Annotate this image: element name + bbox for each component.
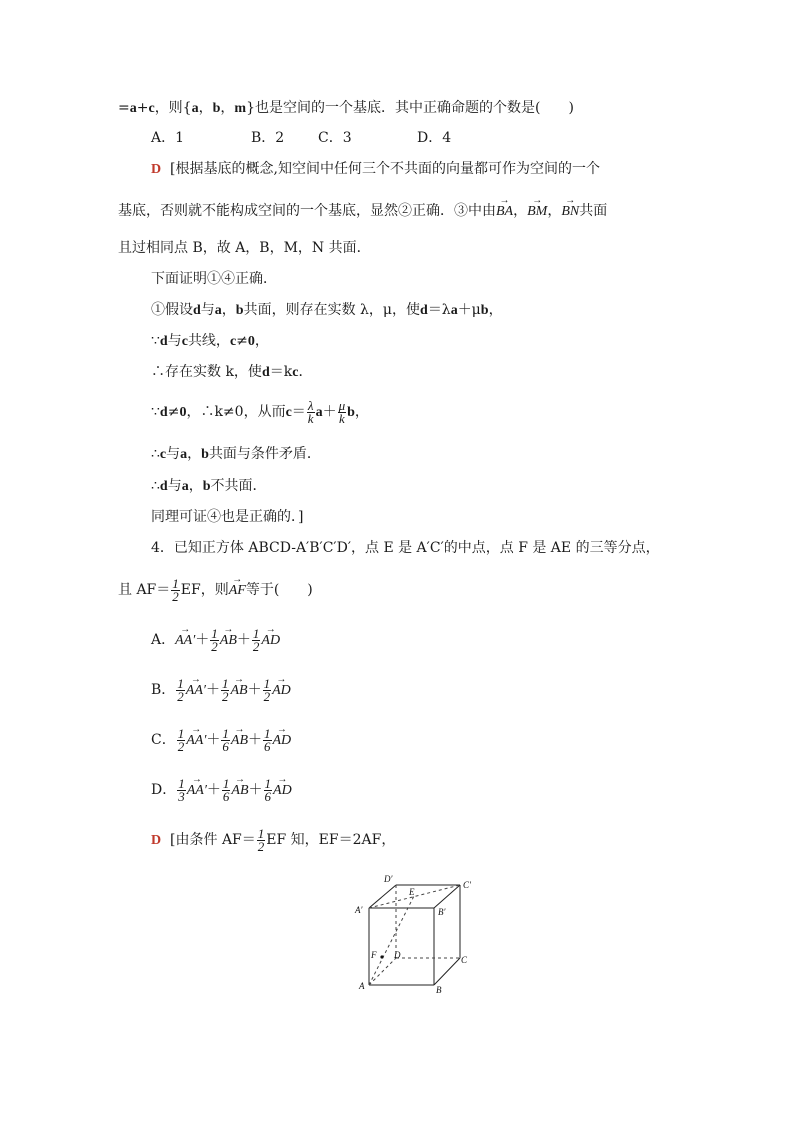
- option-b: B． $\frac{1}{2}$ → AA′＋ $\frac{1}{2}$ → AB＋ $\frac{1}{2}$ → AD: [151, 674, 291, 704]
- label-c-prime: C′: [463, 880, 471, 890]
- option-c: C． $\frac{1}{2}$ → AA′＋ $\frac{1}{6}$ → AB＋ $\frac{1}{6}$ → AD: [151, 724, 292, 754]
- text: ，: [198, 100, 213, 116]
- fraction: $\frac{1}{2}$: [177, 725, 185, 754]
- solution-line-1: [151, 159, 600, 180]
- fraction: $\frac{1}{6}$: [222, 775, 230, 804]
- solution-line-5: ①假设d与a，b共面，则存在实数 λ，μ，使d＝λa＋μb，: [151, 302, 503, 318]
- option-c: C．3: [318, 130, 352, 146]
- solution-line-10: ∴d与a，b不共面．: [151, 478, 267, 494]
- text: =: [118, 100, 130, 116]
- point-f: [380, 955, 383, 958]
- label-e: E: [409, 887, 415, 897]
- text-line-1: [118, 98, 574, 119]
- fraction: $\frac{\lambda}{k}$: [307, 397, 314, 426]
- text: }也是空间的一个基底．其中正确命题的个数是( ): [246, 100, 574, 116]
- fraction: $\frac{1}{2}$: [263, 675, 271, 704]
- fraction: $\frac{\mu}{k}$: [338, 397, 346, 426]
- label-a-prime: A′: [355, 905, 363, 915]
- option-d: D． $\frac{1}{3}$ → AA′＋ $\frac{1}{6}$ → AB＋ $\frac{1}{6}$ → AD: [151, 774, 292, 804]
- solution-line-2: [118, 195, 608, 222]
- solution-line-4: 下面证明①④正确．: [151, 271, 277, 287]
- label-a: A: [359, 981, 365, 991]
- option-a: A．1: [151, 130, 185, 146]
- fraction: $\frac{1}{2}$: [252, 625, 260, 654]
- vector-ba: → BA: [496, 195, 514, 219]
- question-4-stem-2: 且 AF＝ $\frac{1}{2}$ EF，则 → AF等于( ): [118, 574, 313, 607]
- fraction: $\frac{1}{2}$: [177, 675, 184, 704]
- vector-b: b: [212, 101, 221, 116]
- option-d: D．4: [417, 130, 452, 146]
- answer-mark: D: [151, 833, 162, 848]
- solution-line-8: ∵d≠0，∴k≠0，从而c＝ $\frac{\lambda}{k}$ a＋ $\frac{\mu}{k}$ b，: [151, 397, 369, 426]
- solution-line-6: ∵d与c共线，c≠0，: [151, 333, 269, 349]
- vector-a: a: [129, 101, 137, 116]
- solution-line-3: 且过相同点 B，故 A，B，M，N 共面．: [118, 240, 371, 256]
- text: +: [136, 100, 149, 116]
- label-d: D: [394, 950, 401, 960]
- fraction: $\frac{1}{2}$: [172, 575, 179, 604]
- label-c: C: [461, 955, 468, 965]
- vector-bm: → BM: [527, 195, 548, 219]
- fraction: $\frac{1}{3}$: [178, 775, 185, 804]
- fraction: $\frac{1}{6}$: [222, 725, 229, 754]
- vector-bn: → BN: [561, 195, 580, 219]
- label-f: F: [371, 950, 377, 960]
- fraction: $\frac{1}{6}$: [264, 775, 272, 804]
- vector-af: → AF: [228, 574, 246, 598]
- option-a: A． → AA′＋ $\frac{1}{2}$ → AB＋ $\frac{1}{2}$ → AD: [151, 624, 281, 654]
- solution-line-11: 同理可证④也是正确的．]: [151, 509, 304, 525]
- text: ，: [513, 203, 528, 219]
- vector-m: m: [234, 101, 247, 116]
- fraction: $\frac{1}{2}$: [211, 625, 218, 654]
- label-d-prime: D′: [384, 874, 393, 884]
- solution-line-q4: D [由条件 AF＝ $\frac{1}{2}$ EF 知，EF＝2AF，: [151, 825, 396, 854]
- text: ，: [220, 100, 235, 116]
- fraction: $\frac{1}{2}$: [257, 825, 265, 854]
- text: 共面: [579, 203, 608, 219]
- vector-a: a: [191, 101, 199, 116]
- label-b: B: [436, 985, 442, 995]
- solution-line-9: ∴c与a，b共面与条件矛盾．: [151, 446, 321, 462]
- question-4-stem: 4．已知正方体 ABCD-A′B′C′D′，点 E 是 A′C′的中点，点 F 是 AE 的三等分点，: [151, 540, 660, 556]
- text: 基底，否则就不能构成空间的一个基底，显然②正确．③中由: [118, 203, 496, 219]
- fraction: $\frac{1}{6}$: [264, 725, 271, 754]
- text: ，: [547, 203, 562, 219]
- label-b-prime: B′: [438, 907, 446, 917]
- solution-line-7: ∴存在实数 k，使d＝kc．: [151, 364, 313, 380]
- fraction: $\frac{1}{2}$: [221, 675, 229, 704]
- vector-c: c: [148, 101, 155, 116]
- answer-mark: D: [151, 162, 162, 177]
- text: [根据基底的概念,知空间中任何三个不共面的向量都可作为空间的一个: [170, 161, 600, 177]
- option-b: B．2: [251, 130, 285, 146]
- text: ，则{: [154, 100, 192, 116]
